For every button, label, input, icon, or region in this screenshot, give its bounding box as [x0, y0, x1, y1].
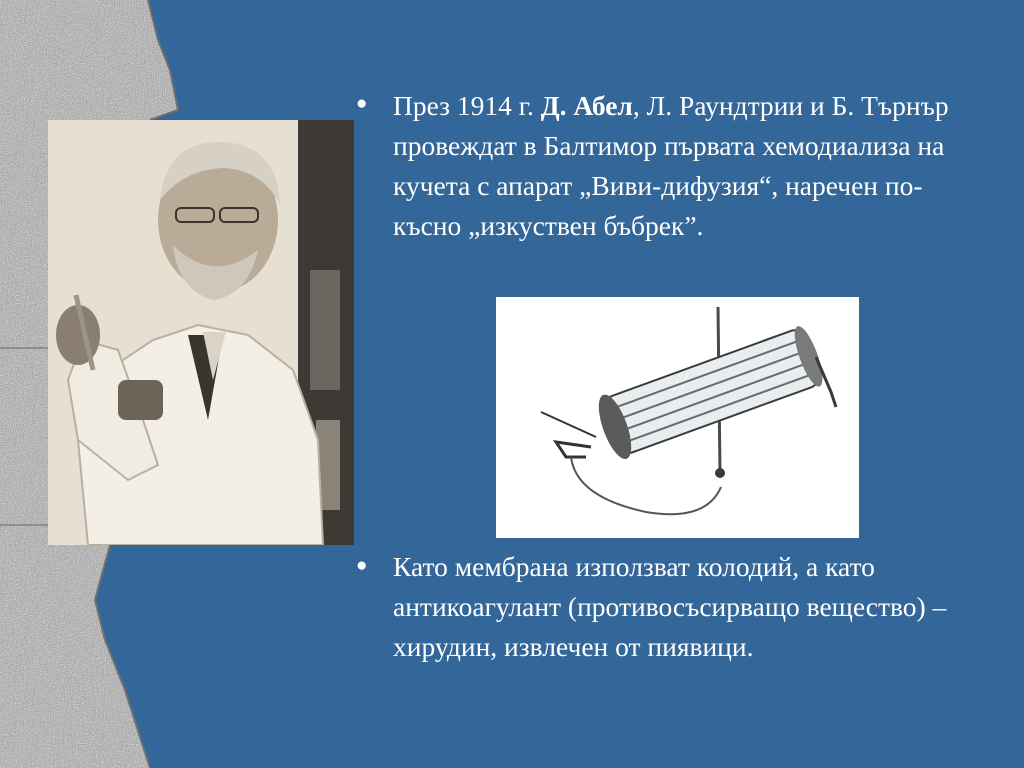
bullet-marker: ●: [356, 555, 368, 576]
paragraph-abel-text-rest: , Л. Раундтрии и Б. Търнър провеждат в Балтимор първата хемодиализа на кучета с апарат „Виви-дифузия“, наречен по-късно „изкуствен бъбрек”.: [393, 90, 949, 241]
artificial-kidney-drawing: [496, 297, 859, 538]
paragraph-membrane: Като мембрана използват колодий, а като антикоагулант (противосъсирващо вещество) – хирудин, извлечен от пиявици.: [393, 551, 947, 662]
bullet-marker: ●: [356, 93, 368, 114]
name-bold-abel: Д. Абел: [540, 90, 633, 121]
paragraph-abel-text-start: През 1914 г.: [393, 90, 541, 121]
paragraph-abel: [393, 86, 988, 246]
portrait-photo: [48, 120, 354, 545]
